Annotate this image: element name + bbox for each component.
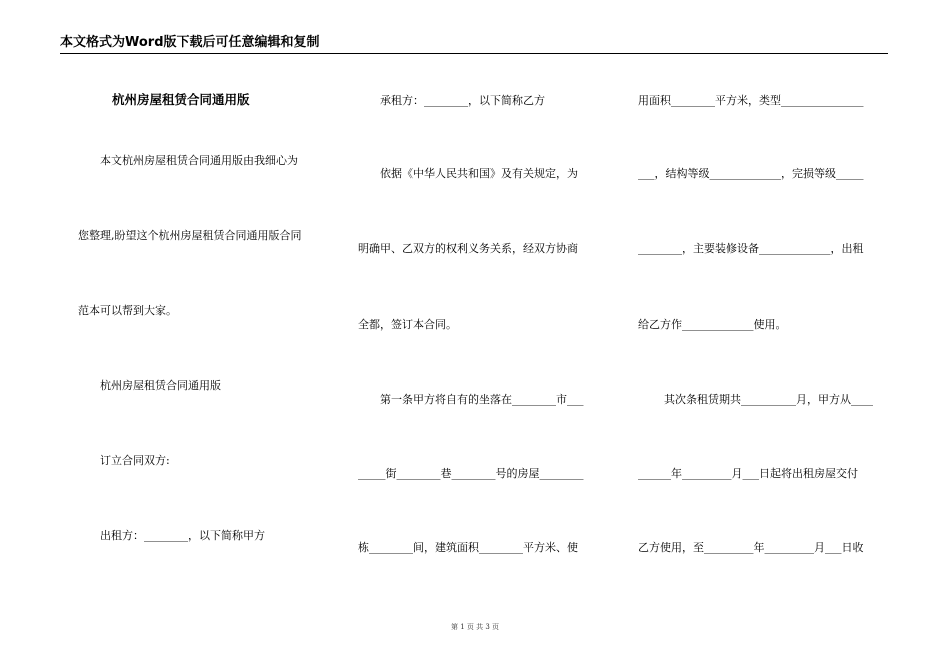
paragraph-line: 给乙方作_____________使用。 — [638, 318, 787, 331]
paragraph-line: 全都，签订本合同。 — [358, 318, 457, 331]
paragraph-line: 您整理,盼望这个杭州房屋租赁合同通用版合同 — [78, 229, 302, 242]
paragraph-line: 出租方：________，以下简称甲方 — [100, 529, 265, 542]
document-title: 杭州房屋租赁合同通用版 — [112, 92, 250, 107]
paragraph-line: 范本可以帮到大家。 — [78, 304, 177, 317]
paragraph-line: 栋________间，建筑面积________平方米、使 — [358, 541, 578, 554]
paragraph-line: 明确甲、乙双方的权利义务关系，经双方协商 — [358, 242, 578, 255]
paragraph-line: 乙方使用，至_________年_________月___日收 — [638, 541, 864, 554]
text-column-3 — [638, 0, 890, 620]
text-column-2 — [358, 0, 610, 620]
paragraph-line: ________，主要装修设备_____________，出租 — [638, 242, 864, 255]
paragraph-line: 其次条租赁期共__________月，甲方从____ — [664, 393, 873, 406]
paragraph-line: 依据《中华人民共和国》及有关规定，为 — [380, 167, 578, 180]
paragraph-line: _____街________巷________号的房屋________ — [358, 467, 584, 480]
paragraph-line: ______年_________月___日起将出租房屋交付 — [638, 467, 858, 480]
page-number: 第 1 页 共 3 页 — [450, 623, 500, 631]
paragraph-line: 杭州房屋租赁合同通用版 — [100, 379, 221, 392]
header-text: 本文格式为Word版下载后可任意编辑和复制 — [60, 35, 320, 50]
paragraph-line: ___，结构等级_____________，完损等级_____ — [638, 167, 864, 180]
paragraph-line: 订立合同双方: — [100, 454, 170, 467]
paragraph-line: 承租方：________，以下简称乙方 — [380, 94, 545, 107]
paragraph-line: 用面积________平方米，类型_______________ — [638, 94, 864, 107]
paragraph-line: 本文杭州房屋租赁合同通用版由我细心为 — [100, 154, 298, 167]
text-column-1 — [78, 0, 330, 620]
paragraph-line: 第一条甲方将自有的坐落在________市___ — [380, 393, 584, 406]
